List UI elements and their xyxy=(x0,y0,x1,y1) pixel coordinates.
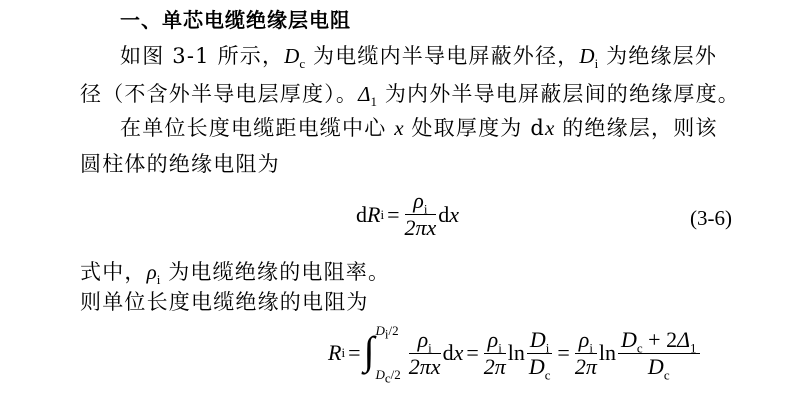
fraction xyxy=(405,188,437,241)
text: 式中， xyxy=(80,260,147,284)
paragraph-3 xyxy=(80,258,390,286)
limit-tail: /2 xyxy=(388,323,399,338)
eq-d: d xyxy=(442,340,454,365)
text: 圆柱体的绝缘电阻为 xyxy=(80,152,280,176)
text: 则单位长度电缆绝缘的电阻为 xyxy=(80,290,369,314)
rho: ρ xyxy=(417,326,429,352)
eq-x: x xyxy=(453,340,464,365)
symbol-sub: c xyxy=(663,366,670,382)
rho: ρ xyxy=(487,326,499,352)
fraction-4 xyxy=(575,327,597,380)
eq-x: x xyxy=(449,201,460,227)
equals-sign: = xyxy=(348,340,361,365)
eq-d: d xyxy=(356,201,367,227)
fraction-2 xyxy=(484,327,506,380)
symbol-x: x xyxy=(394,116,404,140)
symbol-D: D xyxy=(647,353,664,379)
symbol-D: D xyxy=(529,326,546,352)
text: 如图 3-1 所示， xyxy=(120,44,285,68)
rho-sub: i xyxy=(428,339,432,355)
equation-number-text: (3-6) xyxy=(690,206,732,230)
text: 在单位长度电缆距电缆中心 xyxy=(120,116,395,140)
symbol-delta1 xyxy=(358,82,377,110)
symbol-sub: 1 xyxy=(690,339,697,355)
eq-R: R xyxy=(367,201,381,227)
rho-sub: i xyxy=(423,201,428,217)
symbol-Di xyxy=(579,44,599,72)
paragraph-2-line-2 xyxy=(80,150,280,178)
symbol-subscript: c xyxy=(299,56,306,72)
paragraph-1-line-1 xyxy=(120,42,717,70)
rho-sub: i xyxy=(589,339,593,355)
fraction-denominator: 2πx xyxy=(408,353,441,379)
symbol-sub: c xyxy=(636,339,643,355)
fraction-denominator: 2π xyxy=(574,353,597,379)
fraction-numerator xyxy=(575,327,597,354)
text: 径（不含外半导电层厚度）。 xyxy=(80,82,359,106)
plus-two: + 2 xyxy=(642,326,678,352)
fraction-denominator xyxy=(618,354,700,380)
fraction-3 xyxy=(527,327,553,380)
equals-sign: = xyxy=(466,340,479,365)
text: 的绝缘层，则该 xyxy=(554,116,718,140)
paragraph-2-line-1 xyxy=(120,114,718,142)
symbol-sub: i xyxy=(545,339,550,355)
equals-sign: = xyxy=(387,201,400,227)
ln-operator: ln xyxy=(598,340,616,365)
section-heading xyxy=(120,6,351,34)
eq-d: d xyxy=(438,201,450,227)
paragraph-4 xyxy=(80,288,369,316)
symbol-letter: D xyxy=(284,44,300,68)
equals-sign: = xyxy=(557,340,570,365)
fraction-numerator xyxy=(484,327,506,354)
fraction-denominator: 2πx xyxy=(404,215,437,240)
symbol-subscript: 1 xyxy=(370,94,377,110)
symbol-letter: Δ xyxy=(358,82,371,106)
fraction-numerator xyxy=(618,327,700,354)
integral-limits xyxy=(375,323,401,386)
symbol-sub: c xyxy=(544,366,551,382)
symbol-x: x xyxy=(545,116,555,140)
text: 为绝缘层外 xyxy=(598,44,718,68)
symbol-subscript: i xyxy=(594,56,599,72)
fraction-numerator xyxy=(405,188,437,215)
limit-letter: D xyxy=(375,323,385,338)
symbol-D: D xyxy=(528,353,545,379)
ln-operator: ln xyxy=(507,340,525,365)
rho: ρ xyxy=(413,188,424,213)
symbol-D: D xyxy=(621,326,637,352)
symbol-letter: ρ xyxy=(146,260,157,284)
fraction-5 xyxy=(618,327,700,380)
text: 为电缆内半导电屏蔽外径， xyxy=(305,44,580,68)
equation-3-6: d R i = $\frac{\rho_i}{2\pi x}$ d x xyxy=(356,188,460,240)
integral-sign: ∫ xyxy=(363,328,375,373)
fraction-denominator xyxy=(527,354,553,380)
upper-limit xyxy=(375,323,400,342)
equation-integral: R i = ∫ $D_i/2$ $D_c/2$ $\frac{\rho_i}{2\pi x}$ d x = $\frac{\rho_i}{2\pi}$ ln $\frac{D_i}{D_c}$ = $\frac{\rho_i}{2\pi}$ ln $\frac{D_c + 2\Delta_1}{D_c}$ xyxy=(328,323,702,383)
rho: ρ xyxy=(578,326,590,352)
paragraph-1-line-2 xyxy=(80,80,740,108)
fraction-denominator: 2π xyxy=(483,353,506,379)
fraction-numerator xyxy=(527,327,553,354)
section-heading-text: 一、单芯电缆绝缘层电阻 xyxy=(120,8,351,32)
text: 处取厚度为 d xyxy=(403,116,546,140)
text: 为电缆绝缘的电阻率。 xyxy=(160,260,391,284)
symbol-Dc xyxy=(284,44,306,72)
symbol-letter: D xyxy=(579,44,595,68)
text: 为内外半导电屏蔽层间的绝缘厚度。 xyxy=(376,82,741,106)
rho-sub: i xyxy=(498,339,502,355)
limit-sub: c xyxy=(384,370,391,386)
equation-number xyxy=(690,206,732,231)
fraction-numerator xyxy=(409,327,441,354)
fraction-1 xyxy=(409,327,441,380)
symbol-delta: Δ xyxy=(677,326,691,352)
symbol-rho xyxy=(146,260,161,288)
eq-R: R xyxy=(328,340,342,365)
limit-tail: /2 xyxy=(390,367,401,382)
symbol-subscript: i xyxy=(156,272,161,288)
lower-limit xyxy=(375,367,401,386)
limit-letter: D xyxy=(375,367,385,382)
limit-sub: i xyxy=(384,326,389,342)
